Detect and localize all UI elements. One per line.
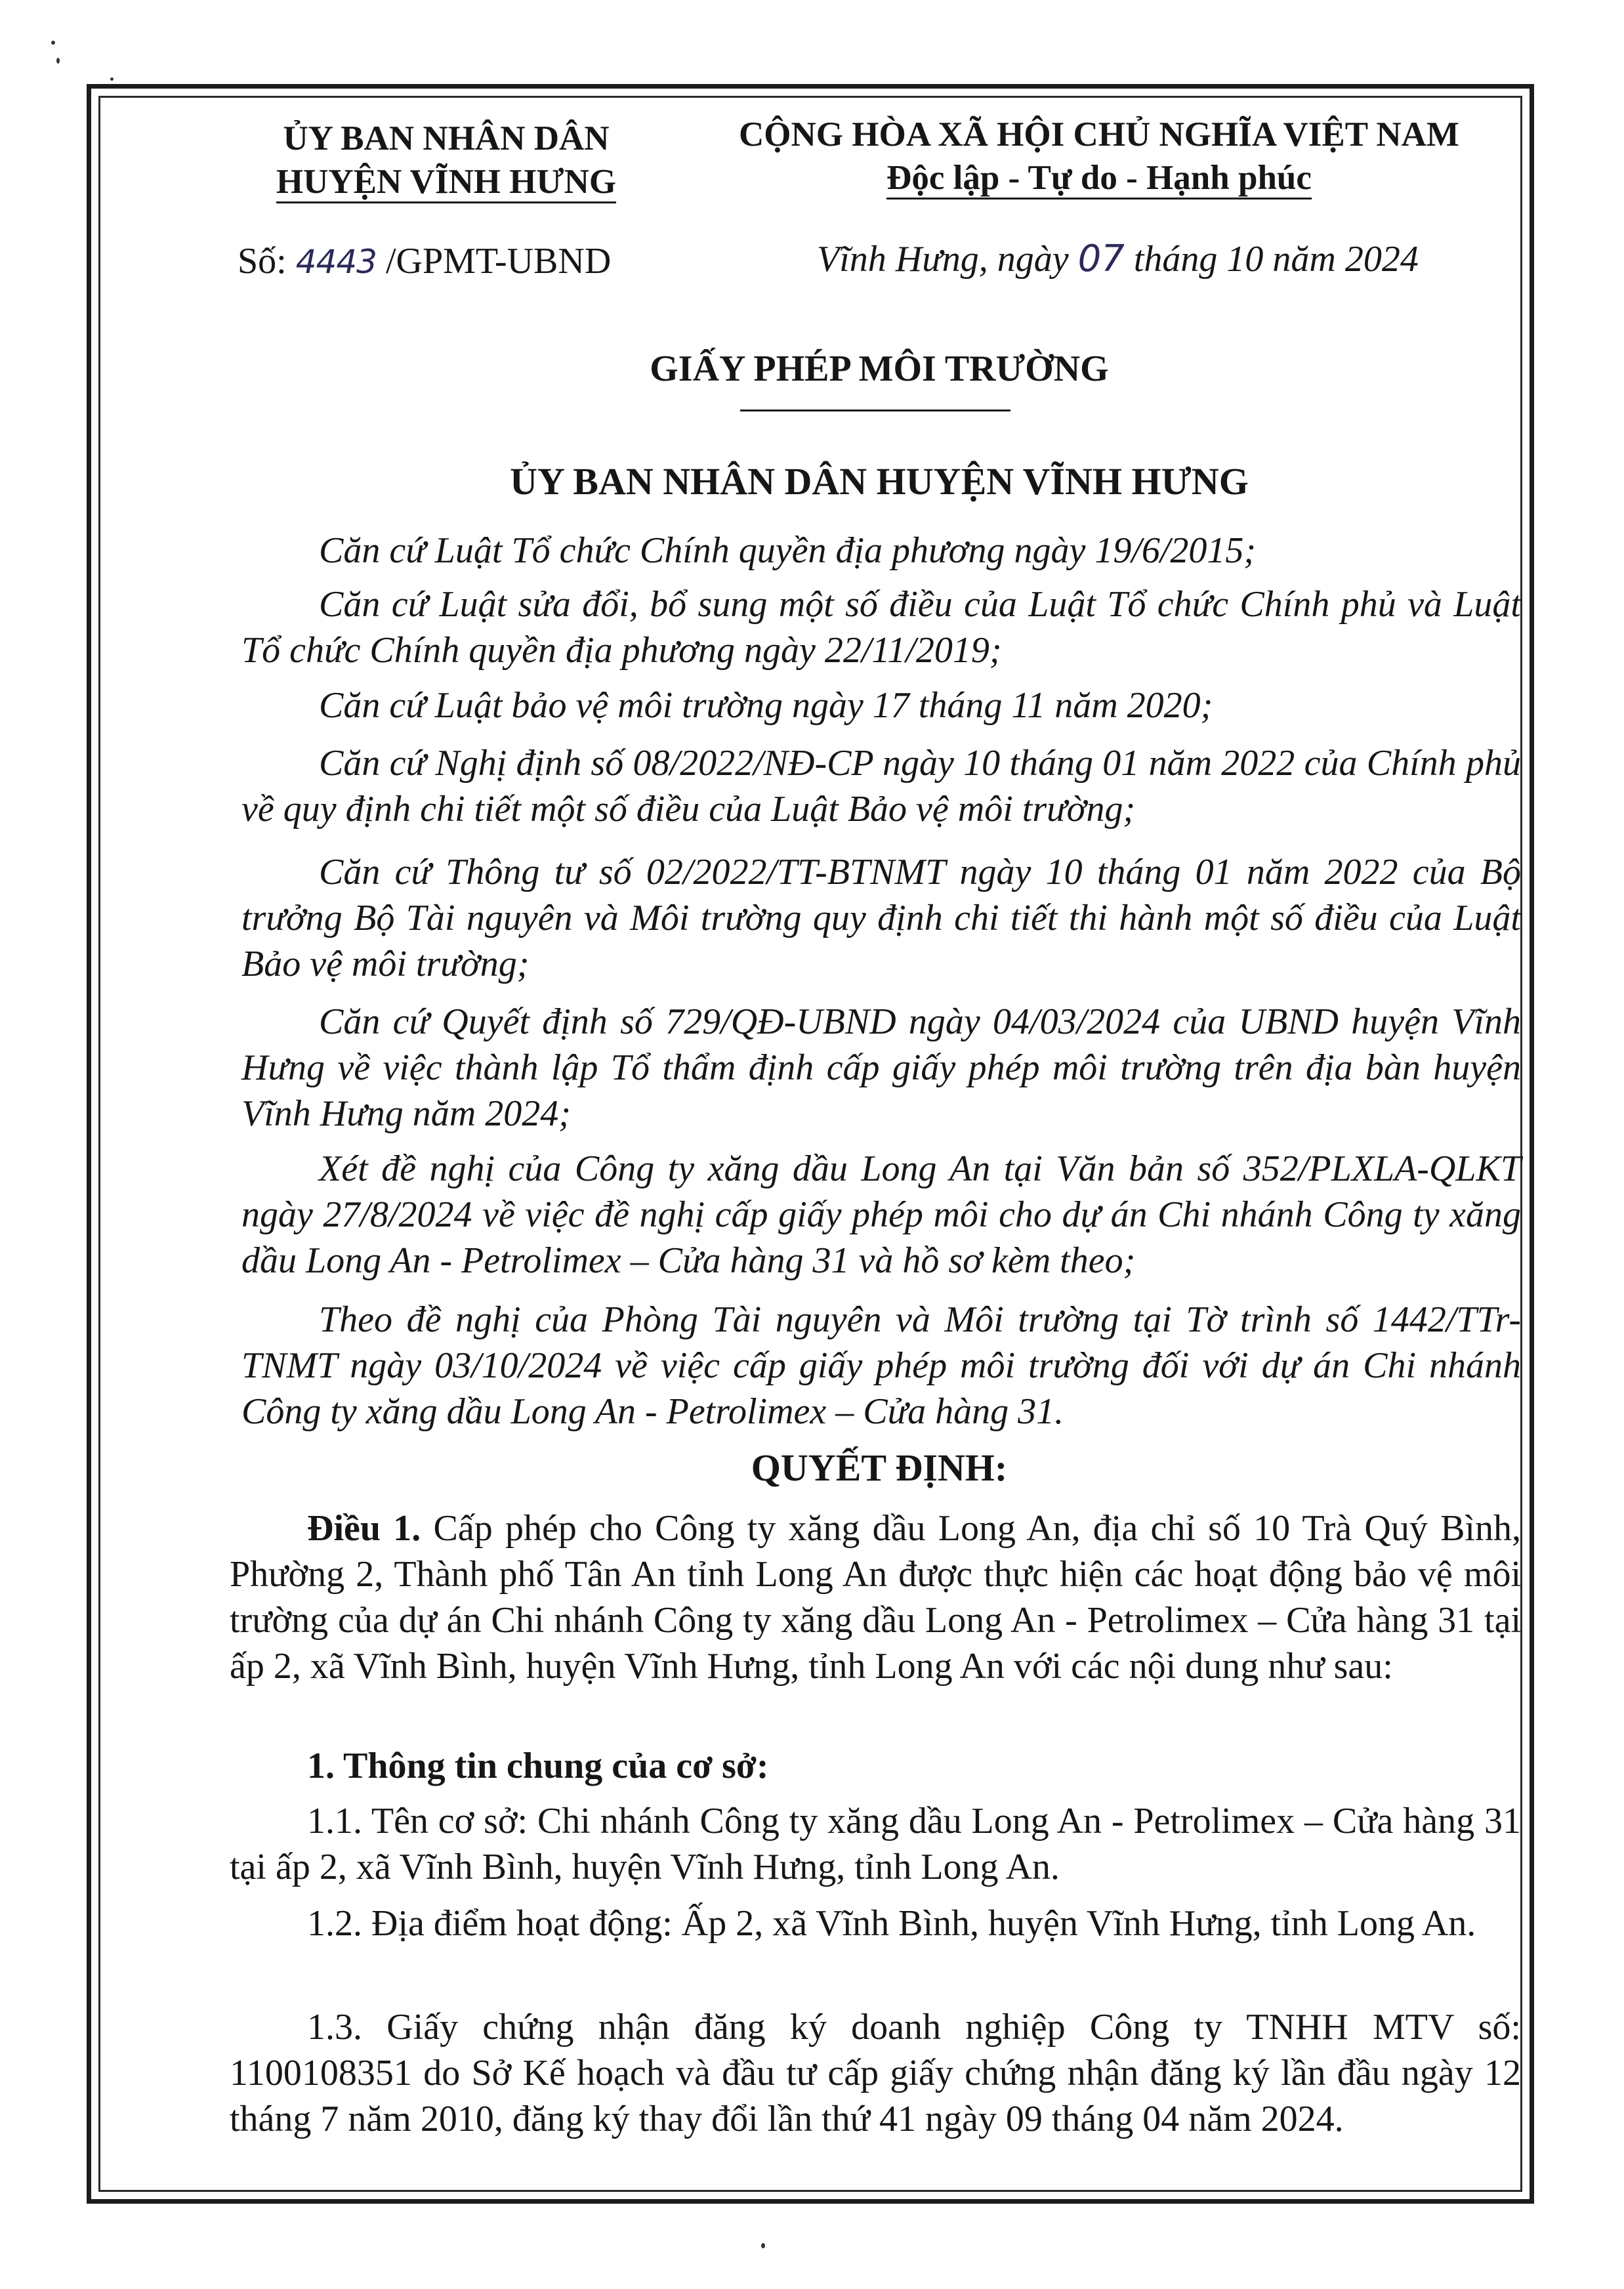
nation-line-1: CỘNG HÒA XÃ HỘI CHỦ NGHĨA VIỆT NAM xyxy=(739,116,1459,154)
scan-speck xyxy=(761,2243,765,2248)
article-1 xyxy=(230,1505,1521,1689)
scan-speck xyxy=(110,77,114,81)
preamble-clause: Xét đề nghị của Công ty xăng dầu Long An tại Văn bản số 352/PLXLA-QLKT ngày 27/8/2024 về việc đề nghị cấp giấy phép môi cho dự án Chi nhánh Công ty xăng dầu Long An - Petrolimex – Cửa hàng 31 và hồ sơ kèm theo; xyxy=(241,1148,1521,1281)
preamble-clause: Căn cứ Nghị định số 08/2022/NĐ-CP ngày 10 tháng 01 năm 2022 của Chính phủ về quy định chi tiết một số điều của Luật Bảo vệ môi trường; xyxy=(241,743,1521,830)
scan-speck xyxy=(51,41,55,45)
document-number: Số: 4443 /GPMT-UBND xyxy=(238,241,612,282)
preamble-clause: Theo đề nghị của Phòng Tài nguyên và Môi trường tại Tờ trình số 1442/TTr-TNMT ngày 03/10/2024 về việc cấp giấy phép môi trường đối với dự án Chi nhánh Công ty xăng dầu Long An - Petrolimex – Cửa hàng 31. xyxy=(241,1299,1521,1432)
handwritten-number: 4443 xyxy=(295,243,377,281)
section-1-item: 1.1. Tên cơ sở: Chi nhánh Công ty xăng dầu Long An - Petrolimex – Cửa hàng 31 tại ấp 2, xã Vĩnh Bình, huyện Vĩnh Hưng, tỉnh Long An. xyxy=(230,1801,1521,1887)
title-underline xyxy=(740,410,1010,411)
decision-heading: QUYẾT ĐỊNH: xyxy=(751,1446,1008,1489)
issue-date: Vĩnh Hưng, ngày 07 tháng 10 năm 2024 xyxy=(817,238,1419,280)
preamble-clause: Căn cứ Luật Tổ chức Chính quyền địa phương ngày 19/6/2015; xyxy=(319,530,1257,571)
national-header xyxy=(715,113,1483,200)
section-1-heading: 1. Thông tin chung của cơ sở: xyxy=(307,1746,769,1786)
section-1-item: 1.2. Địa điểm hoạt động: Ấp 2, xã Vĩnh Bình, huyện Vĩnh Hưng, tỉnh Long An. xyxy=(307,1903,1476,1944)
issuing-authority: ỦY BAN NHÂN DÂN HUYỆN VĨNH HƯNG xyxy=(510,460,1249,503)
nation-motto: Độc lập - Tự do - Hạnh phúc xyxy=(886,158,1312,200)
preamble-clause: Căn cứ Thông tư số 02/2022/TT-BTNMT ngày 10 tháng 01 năm 2022 của Bộ trưởng Bộ Tài nguyên và Môi trường quy định chi tiết thi hành một số điều của Luật Bảo vệ môi trường; xyxy=(241,852,1521,984)
handwritten-day: 07 xyxy=(1077,238,1125,280)
section-1-item: 1.3. Giấy chứng nhận đăng ký doanh nghiệp Công ty TNHH MTV số: 1100108351 do Sở Kế hoạch và đầu tư cấp giấy chứng nhận đăng ký lần đầu ngày 12 tháng 7 năm 2010, đăng ký thay đổi lần thứ 41 ngày 09 tháng 04 năm 2024. xyxy=(230,2007,1521,2139)
agency-header xyxy=(230,117,663,203)
agency-line-2: HUYỆN VĨNH HƯNG xyxy=(276,162,616,203)
scan-speck xyxy=(56,58,60,64)
preamble-clause: Căn cứ Quyết định số 729/QĐ-UBND ngày 04/03/2024 của UBND huyện Vĩnh Hưng về việc thành lập Tổ thẩm định cấp giấy phép môi trường trên địa bàn huyện Vĩnh Hưng năm 2024; xyxy=(241,1001,1521,1134)
preamble-clause: Căn cứ Luật bảo vệ môi trường ngày 17 tháng 11 năm 2020; xyxy=(319,685,1213,726)
article-1-text: Cấp phép cho Công ty xăng dầu Long An, địa chỉ số 10 Trà Quý Bình, Phường 2, Thành phố Tân An tỉnh Long An được thực hiện các hoạt động bảo vệ môi trường của dự án Chi nhánh Công ty xăng dầu Long An - Petrolimex – Cửa hàng 31 tại ấp 2, xã Vĩnh Bình, huyện Vĩnh Hưng, tỉnh Long An với các nội dung như sau: xyxy=(230,1508,1521,1687)
agency-line-1: ỦY BAN NHÂN DÂN xyxy=(283,119,610,158)
article-1-label: Điều 1. xyxy=(307,1508,421,1549)
preamble-clause: Căn cứ Luật sửa đổi, bổ sung một số điều của Luật Tổ chức Chính phủ và Luật Tổ chức Chính quyền địa phương ngày 22/11/2019; xyxy=(241,584,1521,671)
document-title: GIẤY PHÉP MÔI TRƯỜNG xyxy=(650,348,1109,389)
